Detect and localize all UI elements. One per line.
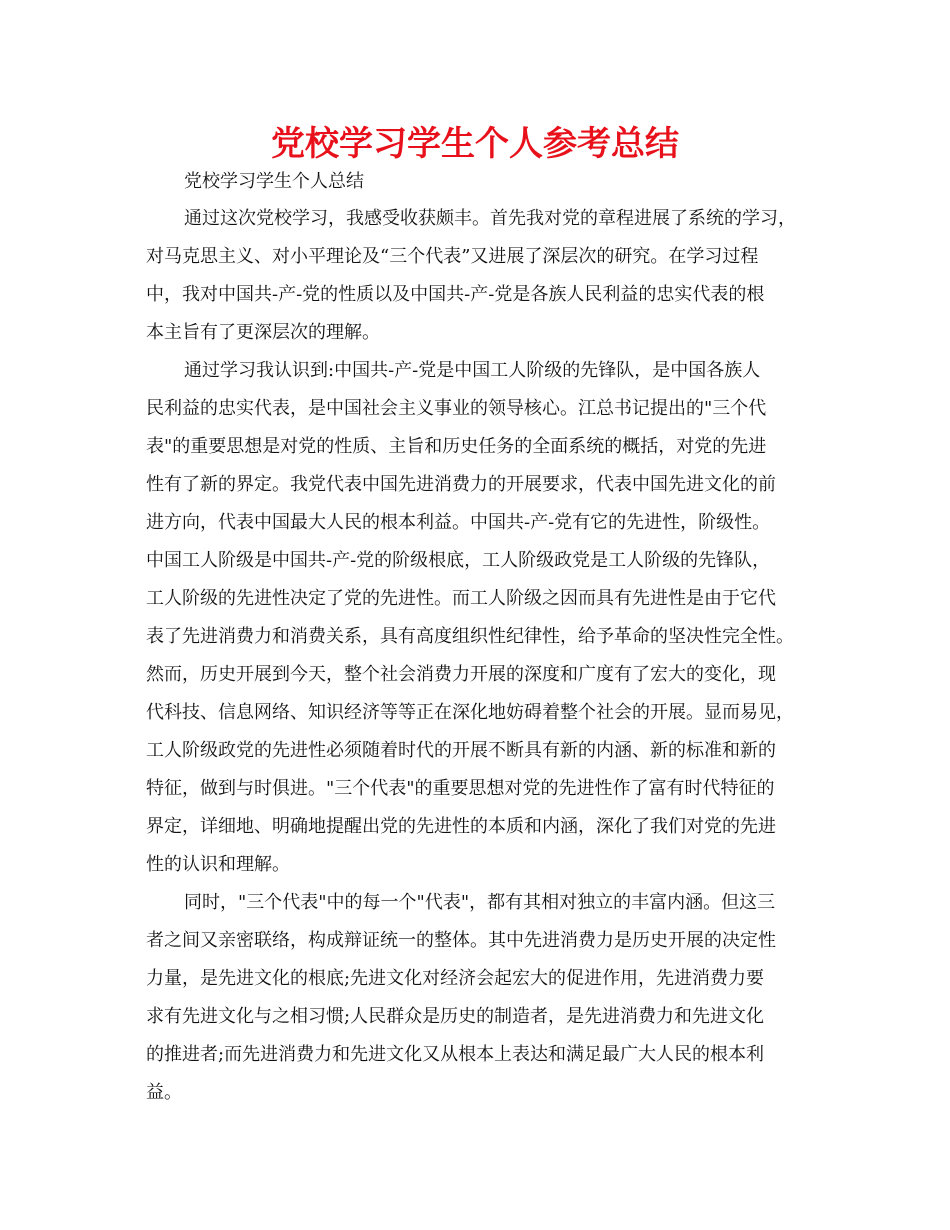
paragraph-line: 工人阶级政党的先进性必须随着时代的开展不断具有新的内涵、新的标准和新的	[146, 740, 776, 761]
paragraph-line: 中国工人阶级是中国共-产-党的阶级根底，工人阶级政党是工人阶级的先锋队，	[146, 550, 771, 571]
paragraph-line: 通过这次党校学习，我感受收获颇丰。首先我对党的章程进展了系统的学习，	[184, 208, 796, 229]
paragraph-line: 民利益的忠实代表，是中国社会主义事业的领导核心。江总书记提出的"三个代	[146, 398, 767, 419]
paragraph-line: 同时，"三个代表"中的每一个"代表"，都有其相对独立的丰富内涵。但这三	[184, 892, 776, 913]
paragraph-line: 进方向，代表中国最大人民的根本利益。中国共-产-党有它的先进性，阶级性。	[146, 512, 771, 533]
paragraph-line: 求有先进文化与之相习惯;人民群众是历史的制造者，是先进消费力和先进文化	[146, 1006, 765, 1027]
paragraph-line: 界定，详细地、明确地提醒出党的先进性的本质和内涵，深化了我们对党的先进	[146, 816, 776, 837]
paragraph-line: 对马克思主义、对小平理论及“三个代表”又进展了深层次的研究。在学习过程	[146, 246, 759, 267]
paragraph-line: 力量，是先进文化的根底;先进文化对经济会起宏大的促进作用，先进消费力要	[146, 968, 765, 989]
paragraph-line: 性的认识和理解。	[146, 854, 290, 875]
paragraph-line: 特征，做到与时俱进。"三个代表"的重要思想对党的先进性作了富有时代特征的	[146, 778, 775, 799]
paragraph-line: 本主旨有了更深层次的理解。	[146, 322, 380, 343]
document-title: 党校学习学生个人参考总结	[271, 124, 679, 164]
paragraph-line: 表"的重要思想是对党的性质、主旨和历史任务的全面系统的概括，对党的先进	[146, 436, 767, 457]
document-subtitle: 党校学习学生个人总结	[184, 171, 364, 192]
paragraph-line: 通过学习我认识到:中国共-产-党是中国工人阶级的先锋队，是中国各族人	[184, 360, 761, 381]
paragraph-line: 然而，历史开展到今天，整个社会消费力开展的深度和广度有了宏大的变化，现	[146, 664, 776, 685]
paragraph-line: 工人阶级的先进性决定了党的先进性。而工人阶级之因而具有先进性是由于它代	[146, 588, 776, 609]
paragraph-line: 中，我对中国共-产-党的性质以及中国共-产-党是各族人民利益的忠实代表的根	[146, 284, 765, 305]
paragraph-line: 表了先进消费力和消费关系，具有高度组织性纪律性，给予革命的坚决性完全性。	[146, 626, 794, 647]
paragraph-line: 的推进者;而先进消费力和先进文化又从根本上表达和满足最广大人民的根本利	[146, 1044, 765, 1065]
paragraph-line: 代科技、信息网络、知识经济等等正在深化地妨碍着整个社会的开展。显而易见，	[146, 702, 794, 723]
paragraph-line: 益。	[146, 1082, 182, 1103]
paragraph-line: 性有了新的界定。我党代表中国先进消费力的开展要求，代表中国先进文化的前	[146, 474, 776, 495]
paragraph-line: 者之间又亲密联络，构成辩证统一的整体。其中先进消费力是历史开展的决定性	[146, 930, 776, 951]
